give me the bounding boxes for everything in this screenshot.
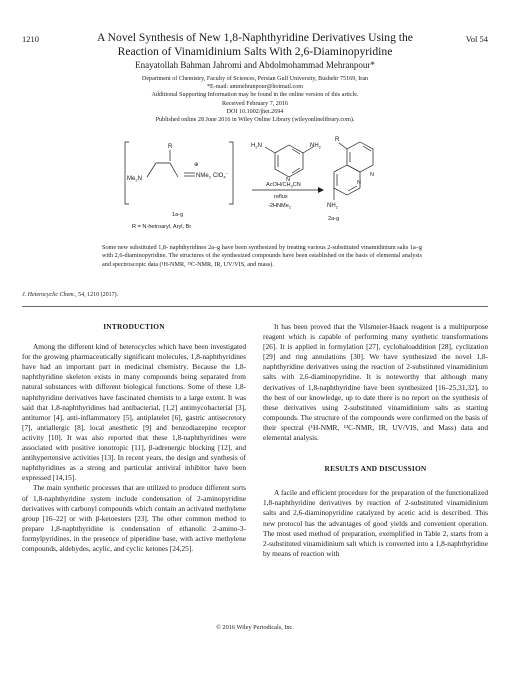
dimethylamino-group: $Me_2N$ <box>127 176 142 183</box>
results-heading: RESULTS AND DISCUSSION <box>324 464 427 474</box>
product-amino-group: $NH_2$ <box>327 203 338 210</box>
naphthyridine-ring <box>347 142 373 172</box>
bracket-right <box>229 142 233 204</box>
copyright-footer: © 2016 Wiley Periodicals, Inc. <box>216 624 294 631</box>
r-definition: R = N-hetroaryl, Aryl, Br <box>132 224 192 230</box>
product-substituent-r: R <box>335 137 340 143</box>
page-number: 1210 <box>22 34 39 44</box>
affiliation: Department of Chemistry, Faculty of Sciences, Persian Gulf University, Bushehr 75169, Iran <box>141 76 369 82</box>
supporting-info: Additional Supporting Information may be found in the online version of this article. <box>151 92 359 99</box>
received-date: Received February 7, 2016 <box>222 100 288 107</box>
body-paragraph: The main synthetic processes that are utilized to produce different sorts of 1,8-naphthyridine system include condensation of 2-aminopyridine derivatives with carbonyl compounds which contain an activated methylene group [16–22] or with β-ketoesters [23]. The other common method to prepare 1,8-naphthyridine is condensation of ethanolic 2-amino-3-formylpyridines, in the presence of piperidine base, with active methylene compounds, aldehydes, acylic, and cyclic ketones [24,25]. <box>22 483 246 553</box>
amino-group-right: $NH_2$ <box>310 143 321 150</box>
title-line: Reaction of Vinamidinium Salts With 2,6-Diaminopyridine <box>117 45 393 58</box>
ring-double-bond <box>292 149 300 154</box>
left-column <box>22 322 246 554</box>
condition-solvent: AcOH/$CH_3CN$ <box>266 182 301 189</box>
condition-reflux: reflux <box>274 194 288 200</box>
substituent-r: R <box>168 144 173 150</box>
product-ring-nitrogen: N <box>357 180 361 186</box>
vinamidinium-chain <box>147 163 178 177</box>
arrow-head <box>318 187 324 193</box>
abstract: Some new substituted 1,8- naphthyridines 2a–g have been synthesized by treating various 2-substituted vinamidinium salts 1a–g with 2,6-diaminopyridine. The structures of the synthesized compounds have been established on the basis of elemental analysis and spectroscopic data (¹H-NMR, ¹³C-NMR, IR, UV/VIS, and mass). <box>102 244 422 268</box>
email: *E-mail: ammehranpour@hotmail.com <box>207 84 303 91</box>
article-meta <box>0 75 510 124</box>
product-ring-nitrogen: N <box>370 172 374 178</box>
title-line: A Novel Synthesis of New 1,8-Naphthyridine Derivatives Using the <box>97 31 413 44</box>
iminium-group: NMe$_2$ <box>196 173 211 180</box>
citation-details: 54, 1210 (2017). <box>76 292 119 298</box>
body-paragraph: A facile and efficient procedure for the preparation of the functionalized 1,8-naphthyridine derivatives by reaction of 2-substituted vinamidinium salts and 2,6-diaminopyridine catalyzed by acetic acid is described. This new protocol has the advantages of good yields and convenient operation. The most used method of preparation, exemplified in Table 2, starts from a 2-substituted vinamidinium salt which is converted into a 1,8-naphthyridine by means of reaction with <box>263 488 488 558</box>
journal-citation <box>22 292 118 298</box>
amino-group-left: $H_2N$ <box>251 143 262 150</box>
authors: Enayatollah Bahman Jahromi and Abdolmohammad Mehranpour* <box>135 60 375 70</box>
doi: DOI 10.1002/jhet.2694 <box>226 108 284 115</box>
body-paragraph: It has been proved that the Vilsmeier-Haack reagent is a multipurpose reagent which is capable of performing many synthetic transformations [26]. It is applied in formylation [27], cyclohaloaddition [28], cyclization [29] and ring annulations [30]. We have synthesized the novel 1,8-naphthyridine derivatives using the reaction of 2-substituted vinamidinium salts with 2,6-diaminopyridine. It is noteworthy that although many derivatives of 1,8-naphthyridine have been synthesized [16–25,31,32], to the best of our knowledge, up to date there is no report on the synthesis of these derivatives using 2-substituted vinamidinium salts as starting compounds. The structure of the compounds were confirmed on the basis of their spectral (¹H-NMR, ¹³C-NMR, IR, UV/VIS, and Mass) data and elemental analysis. <box>263 322 488 443</box>
ring-double-bond <box>363 146 371 151</box>
ring-double-bond <box>292 168 300 173</box>
condition-byproduct: -2HNMe$_2$ <box>268 203 291 210</box>
published-online: Published online 28 June 2016 in Wiley Online Library (wileyonlinelibrary.com). <box>155 117 355 124</box>
r-bond <box>339 143 347 149</box>
amino-bond <box>265 147 275 153</box>
product-label: 2a-g <box>328 216 340 222</box>
article-title <box>0 31 510 59</box>
citation-journal: J. Heterocyclic Chem., <box>22 292 77 298</box>
reactant-label: 1a-g <box>172 212 184 218</box>
divider-rule <box>22 306 488 307</box>
positive-charge-icon: ⊕ <box>194 162 199 168</box>
perchlorate-anion: ClO$_4$− <box>213 170 228 180</box>
introduction-heading: INTRODUCTION <box>103 322 165 331</box>
diaminopyridine-ring <box>275 145 303 177</box>
right-column <box>263 322 488 559</box>
reaction-scheme <box>92 128 422 232</box>
bracket-left <box>125 142 129 204</box>
volume-label: Vol 54 <box>465 34 488 44</box>
body-paragraph: Among the different kind of heterocycles which have been investigated for the growing pharmaceutically significant molecules, 1,8-naphthyridines have had an important part in medicinal chemistry. Because the 1,8-naphthyridine skeleton exists in many compounds being separated from natural substances with different biological functions. Some of these 1,8-naphthyridine derivatives have fascinated chemists to a large extent. It was said that 1,8-naphthyridines had antibacterial, [1,2] antimycobacterial [3], antitumor [4], anti-inflammatory [5], antiplatelet [6], gastric antisecretory [7], antiallergic [8], local anesthetic [9] and benzodiazepine receptor activity [10]. It was also reported that these 1,8-naphthyridines were associated with positive ionotropic [11], β-adrenergic blocking [12], and antihypertensive activities [13]. In recent years, the design and synthesis of naphthyridines as a strong and particular antiviral inhibitor have been expressed [14,15]. <box>22 342 246 483</box>
pyridine-nitrogen: N <box>286 177 290 183</box>
